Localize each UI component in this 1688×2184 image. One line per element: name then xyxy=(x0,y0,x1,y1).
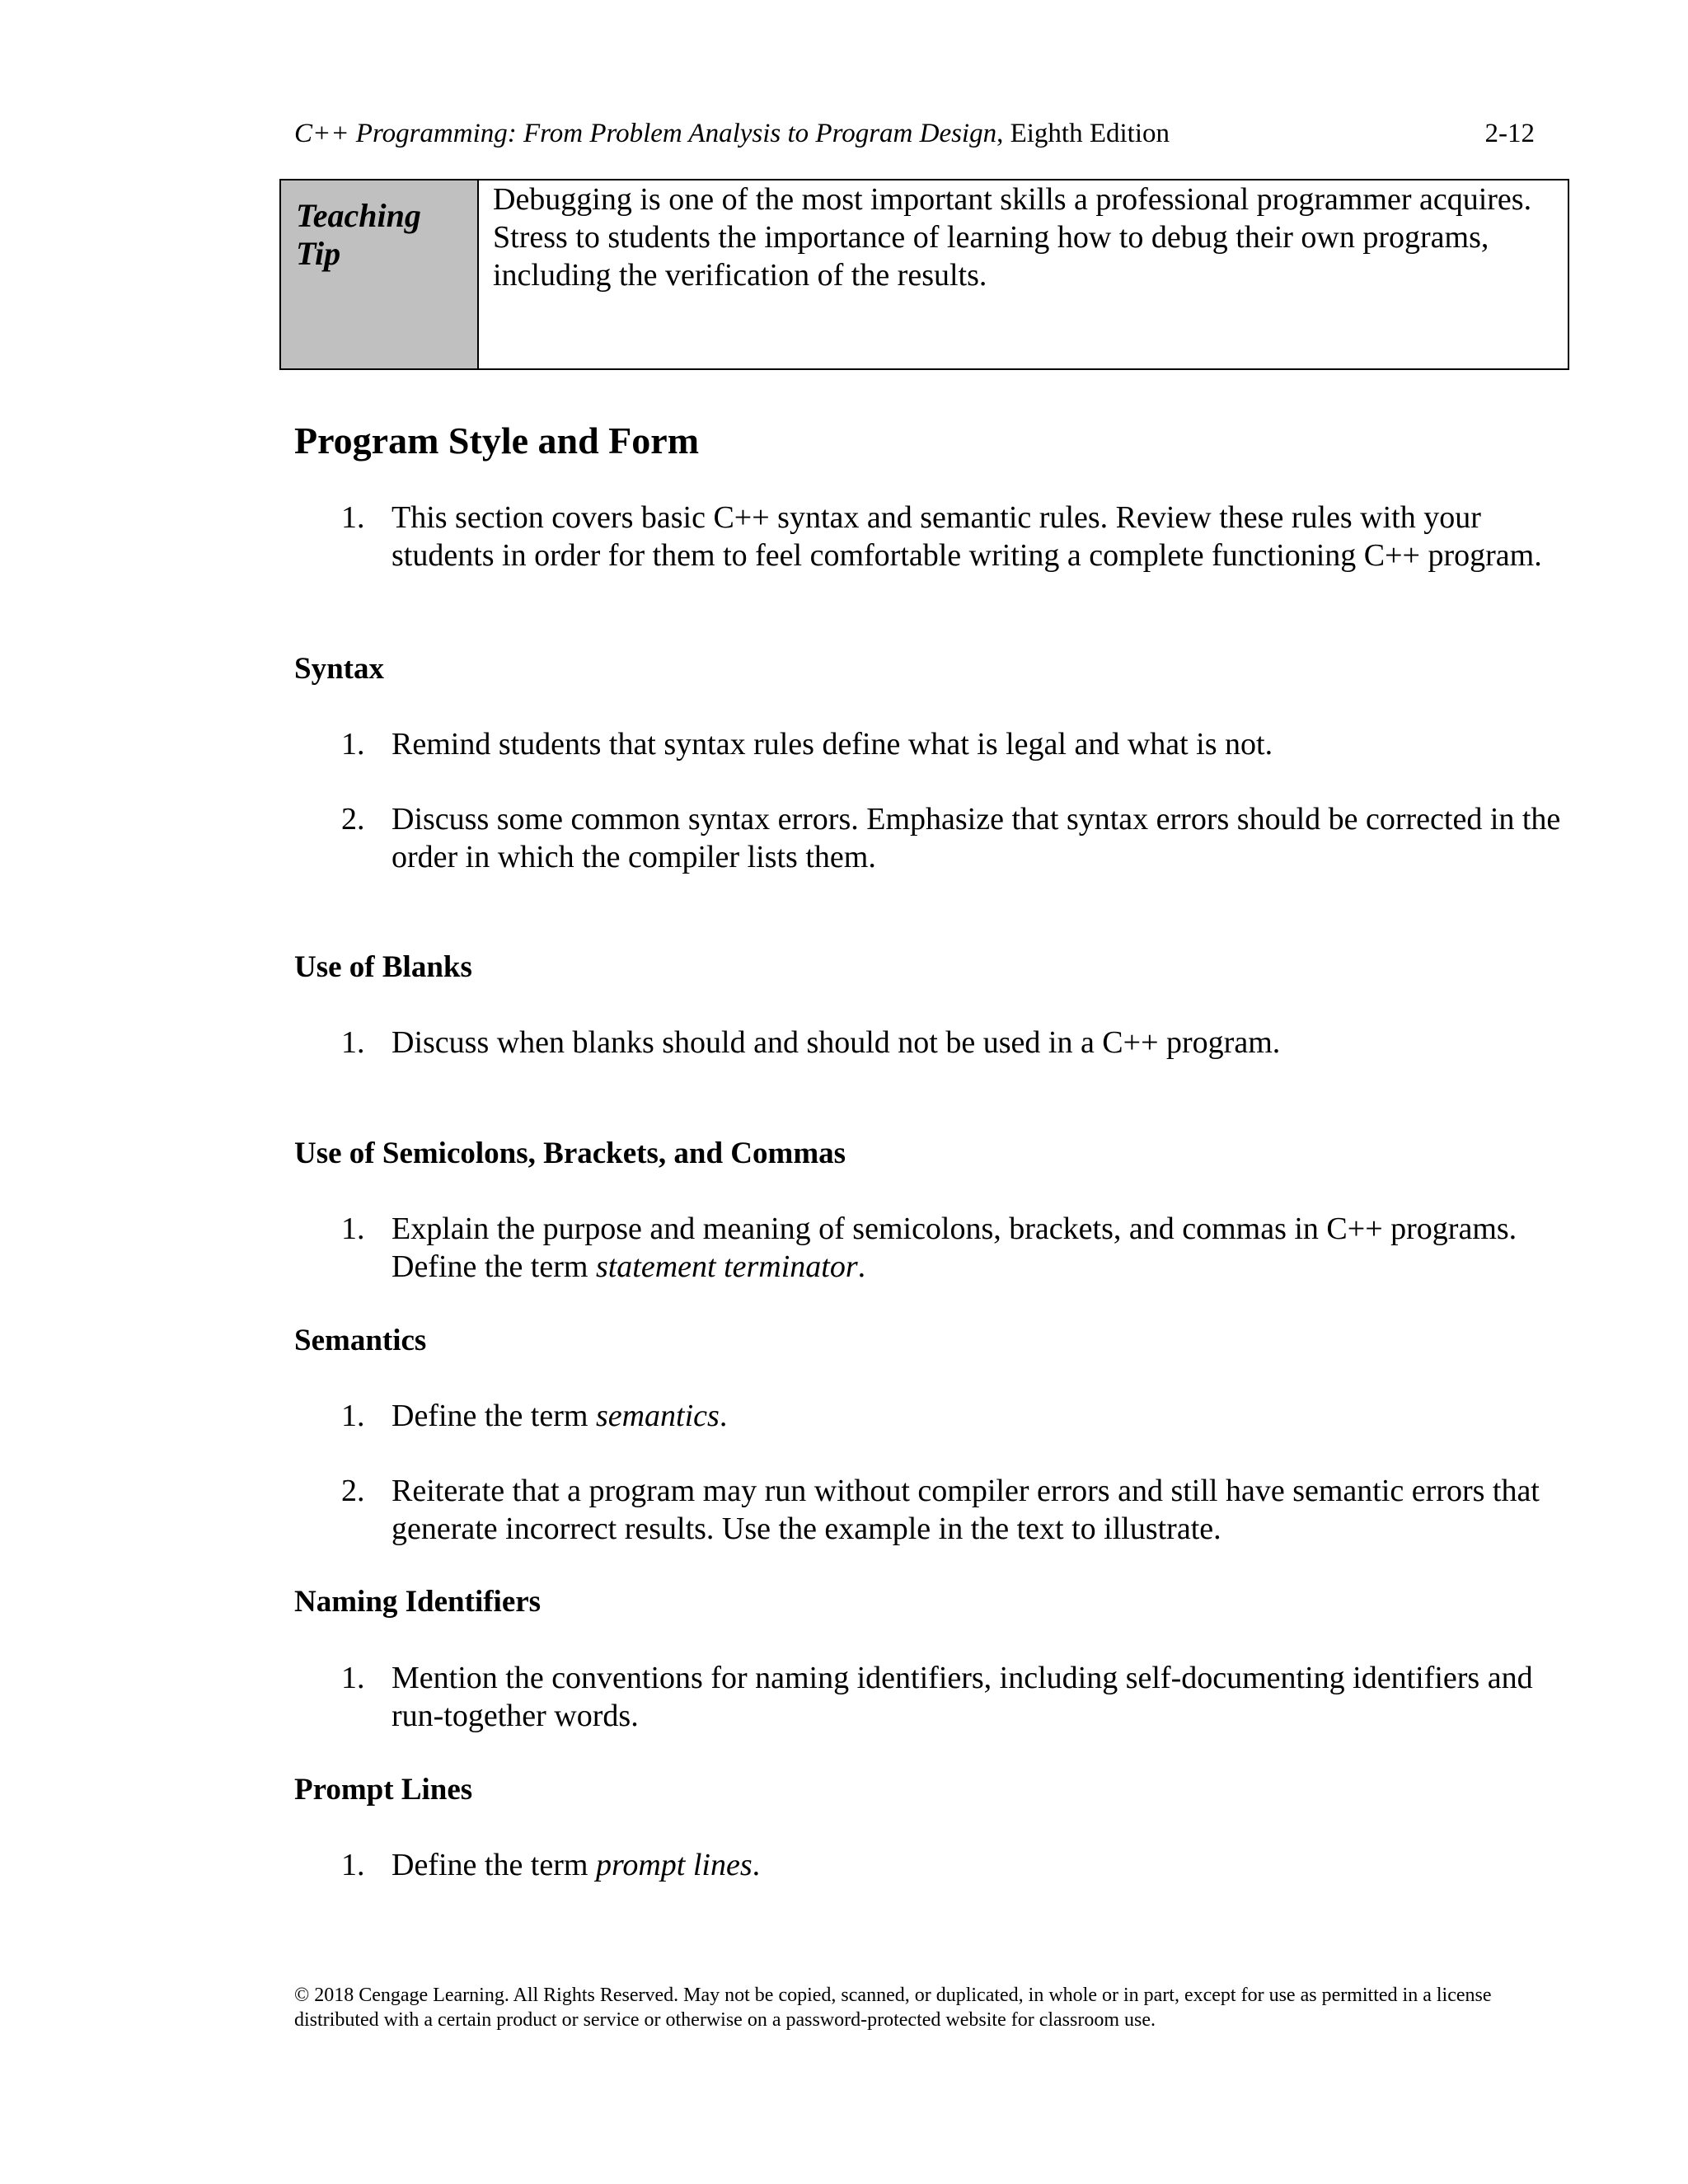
section-title: Program Style and Form xyxy=(294,419,700,462)
running-header xyxy=(294,117,1535,150)
heading-semicolons: Use of Semicolons, Brackets, and Commas xyxy=(294,1137,846,1170)
heading-naming-identifiers: Naming Identifiers xyxy=(294,1585,542,1619)
heading-use-of-blanks: Use of Blanks xyxy=(294,950,472,984)
heading-semantics: Semantics xyxy=(294,1324,427,1357)
book-title: C++ Programming: From Problem Analysis to Program Design, Eighth Edition xyxy=(294,119,1170,148)
term-statement-terminator: statement terminator xyxy=(595,1249,858,1284)
teaching-tip-label: Teaching Tip xyxy=(281,180,479,368)
page-number: 2-12 xyxy=(1484,119,1535,148)
copyright-footer: © 2018 Cengage Learning. All Rights Reserved. May not be copied, scanned, or duplicated, in whole or in part, except for use as permitted in a license distributed with a certain product or service or otherwise on a password-protected website for classroom use. xyxy=(294,1985,1492,2031)
teaching-tip-box xyxy=(279,179,1569,370)
teaching-tip-text: Debugging is one of the most important skills a professional programmer acquires. Stress to students the importance of learning how to debug their own programs, including the verification of the results. xyxy=(493,182,1532,293)
term-semantics: semantics xyxy=(595,1399,720,1433)
term-prompt-lines: prompt lines xyxy=(595,1848,753,1882)
heading-prompt-lines: Prompt Lines xyxy=(294,1773,473,1807)
heading-syntax: Syntax xyxy=(294,652,384,686)
